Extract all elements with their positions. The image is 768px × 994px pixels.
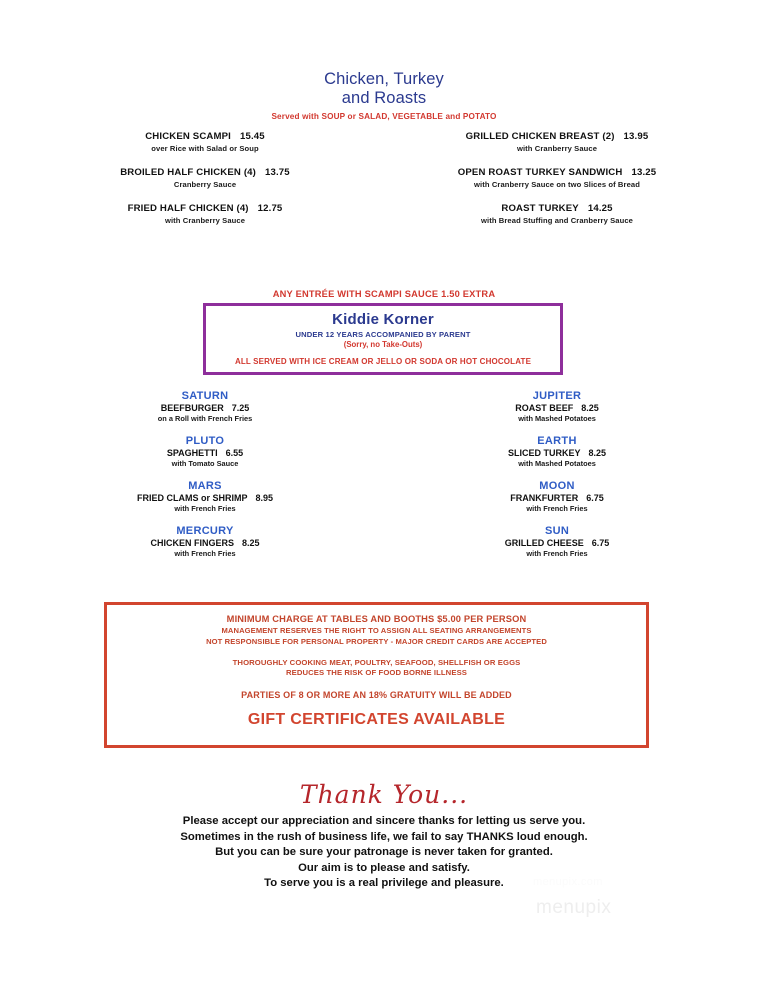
menu-item xyxy=(392,203,722,225)
item-price: 13.95 xyxy=(623,131,649,142)
item-name: CHICKEN SCAMPI xyxy=(145,131,232,142)
kiddie-item-name: FRIED CLAMS or SHRIMP xyxy=(136,493,248,503)
gift-certificates-notice: GIFT CERTIFICATES AVAILABLE xyxy=(247,711,506,728)
item-description: Cranberry Sauce xyxy=(173,180,237,189)
kiddie-column-left xyxy=(40,390,370,570)
section-title-line1: Chicken, Turkey xyxy=(324,70,444,88)
kiddie-menu-item xyxy=(392,390,722,423)
kiddie-menu-item xyxy=(40,390,370,423)
item-price: 14.25 xyxy=(587,203,613,214)
kiddie-item-price: 6.75 xyxy=(586,493,604,503)
seating-arrangements-notice: MANAGEMENT RESERVES THE RIGHT TO ASSIGN ALL SEATING ARRANGEMENTS xyxy=(221,626,532,635)
thank-you-line-2: Sometimes in the rush of business life, we fail to say THANKS loud enough. xyxy=(180,830,588,843)
kiddie-item-planet: EARTH xyxy=(537,435,577,447)
item-name: FRIED HALF CHICKEN (4) xyxy=(127,203,249,214)
kiddie-item-description: with French Fries xyxy=(526,504,588,513)
item-name: ROAST TURKEY xyxy=(501,203,579,214)
section-title-line2: and Roasts xyxy=(341,89,427,107)
menu-item xyxy=(392,131,722,153)
item-price: 15.45 xyxy=(240,131,265,142)
kiddie-item-description: with Mashed Potatoes xyxy=(518,459,596,468)
thank-you-line-4: Our aim is to please and satisfy. xyxy=(298,861,470,874)
kiddie-item-name: CHICKEN FINGERS xyxy=(150,538,234,548)
thank-you-heading: Thank You... xyxy=(299,780,469,809)
item-name: BROILED HALF CHICKEN (4) xyxy=(120,167,256,178)
personal-property-notice: NOT RESPONSIBLE FOR PERSONAL PROPERTY - MAJOR CREDIT CARDS ARE ACCEPTED xyxy=(206,637,547,646)
kiddie-item-name: FRANKFURTER xyxy=(510,493,579,503)
kiddie-korner-age-rule: UNDER 12 YEARS ACCOMPANIED BY PARENT xyxy=(295,330,471,339)
kiddie-item-price: 8.25 xyxy=(588,448,607,458)
kiddie-item-description: on a Roll with French Fries xyxy=(157,414,253,423)
item-description: with Cranberry Sauce xyxy=(516,144,598,153)
kiddie-korner-included-note: ALL SERVED WITH ICE CREAM OR JELLO OR SODA OR HOT CHOCOLATE xyxy=(234,357,532,366)
kiddie-menu-item xyxy=(392,480,722,513)
entree-column-left xyxy=(40,131,370,239)
food-safety-notice-line1: THOROUGHLY COOKING MEAT, POULTRY, SEAFOOD, SHELLFISH OR EGGS xyxy=(232,658,521,667)
kiddie-item-planet: SUN xyxy=(544,525,570,537)
menu-item xyxy=(392,167,722,189)
kiddie-item-name: SLICED TURKEY xyxy=(507,448,581,458)
kiddie-item-price: 8.95 xyxy=(255,493,274,503)
kiddie-item-name: BEEFBURGER xyxy=(160,403,224,413)
item-price: 13.25 xyxy=(631,167,657,178)
kiddie-item-planet: MERCURY xyxy=(176,525,234,537)
item-description: with Bread Stuffing and Cranberry Sauce xyxy=(480,216,633,225)
kiddie-korner-title: Kiddie Korner xyxy=(332,311,434,328)
kiddie-item-planet: JUPITER xyxy=(532,390,582,402)
item-description: over Rice with Salad or Soup xyxy=(151,144,259,153)
thank-you-line-5: To serve you is a real privilege and pleasure. xyxy=(264,877,504,890)
kiddie-item-price: 8.25 xyxy=(241,538,260,548)
kiddie-menu-item xyxy=(392,525,722,558)
kiddie-item-planet: PLUTO xyxy=(185,435,225,447)
kiddie-menu-item xyxy=(40,480,370,513)
item-name: GRILLED CHICKEN BREAST (2) xyxy=(465,131,615,142)
menu-item xyxy=(40,167,370,189)
kiddie-item-planet: MOON xyxy=(539,480,575,492)
item-price: 12.75 xyxy=(257,203,283,214)
thank-you-section xyxy=(0,780,768,892)
kiddie-item-description: with French Fries xyxy=(174,504,236,513)
kiddie-korner-box xyxy=(203,303,563,375)
kiddie-item-planet: MARS xyxy=(188,480,222,492)
menu-item xyxy=(40,131,370,153)
item-price: 13.75 xyxy=(265,167,290,178)
kiddie-item-description: with Mashed Potatoes xyxy=(518,414,596,423)
kiddie-item-description: with Tomato Sauce xyxy=(171,459,239,468)
kiddie-item-price: 7.25 xyxy=(231,403,250,413)
kiddie-menu-item xyxy=(392,435,722,468)
section-title xyxy=(0,70,768,108)
kiddie-menu-item xyxy=(40,525,370,558)
gratuity-notice: PARTIES OF 8 OR MORE AN 18% GRATUITY WILL BE ADDED xyxy=(241,690,512,700)
kiddie-item-description: with French Fries xyxy=(526,549,588,558)
watermark-url: menupix.com xyxy=(533,876,603,888)
kiddie-column-right xyxy=(392,390,722,570)
chicken-turkey-roasts-section xyxy=(0,70,768,299)
kiddie-item-planet: SATURN xyxy=(181,390,229,402)
kiddie-item-name: GRILLED CHEESE xyxy=(504,538,584,548)
policy-notices-box xyxy=(104,602,649,748)
thank-you-line-3: But you can be sure your patronage is never taken for granted. xyxy=(215,846,553,859)
kiddie-item-name: SPAGHETTI xyxy=(166,448,218,458)
kiddie-menu-item xyxy=(40,435,370,468)
kiddie-item-price: 6.75 xyxy=(591,538,610,548)
scampi-surcharge-note: ANY ENTRÉE WITH SCAMPI SAUCE 1.50 EXTRA xyxy=(272,289,496,299)
minimum-charge-notice: MINIMUM CHARGE AT TABLES AND BOOTHS $5.00 PER PERSON xyxy=(226,614,527,624)
entree-columns xyxy=(0,131,768,251)
kiddie-item-name: ROAST BEEF xyxy=(515,403,574,413)
kiddie-korner-takeout-note: (Sorry, no Take-Outs) xyxy=(343,340,423,349)
item-name: OPEN ROAST TURKEY SANDWICH xyxy=(457,167,623,178)
kiddie-item-price: 6.55 xyxy=(225,448,244,458)
thank-you-body xyxy=(0,814,768,892)
section-subtitle: Served with SOUP or SALAD, VEGETABLE and POTATO xyxy=(271,112,497,121)
food-safety-notice-line2: REDUCES THE RISK OF FOOD BORNE ILLNESS xyxy=(285,668,468,677)
watermark-logo: menupix xyxy=(536,897,612,918)
entree-column-right xyxy=(392,131,722,239)
kiddie-item-price: 8.25 xyxy=(581,403,599,413)
kiddie-item-description: with French Fries xyxy=(174,549,236,558)
thank-you-line-1: Please accept our appreciation and sincere thanks for letting us serve you. xyxy=(182,815,586,827)
menu-item xyxy=(40,203,370,225)
item-description: with Cranberry Sauce xyxy=(164,216,246,225)
item-description: with Cranberry Sauce on two Slices of Bread xyxy=(474,180,640,189)
